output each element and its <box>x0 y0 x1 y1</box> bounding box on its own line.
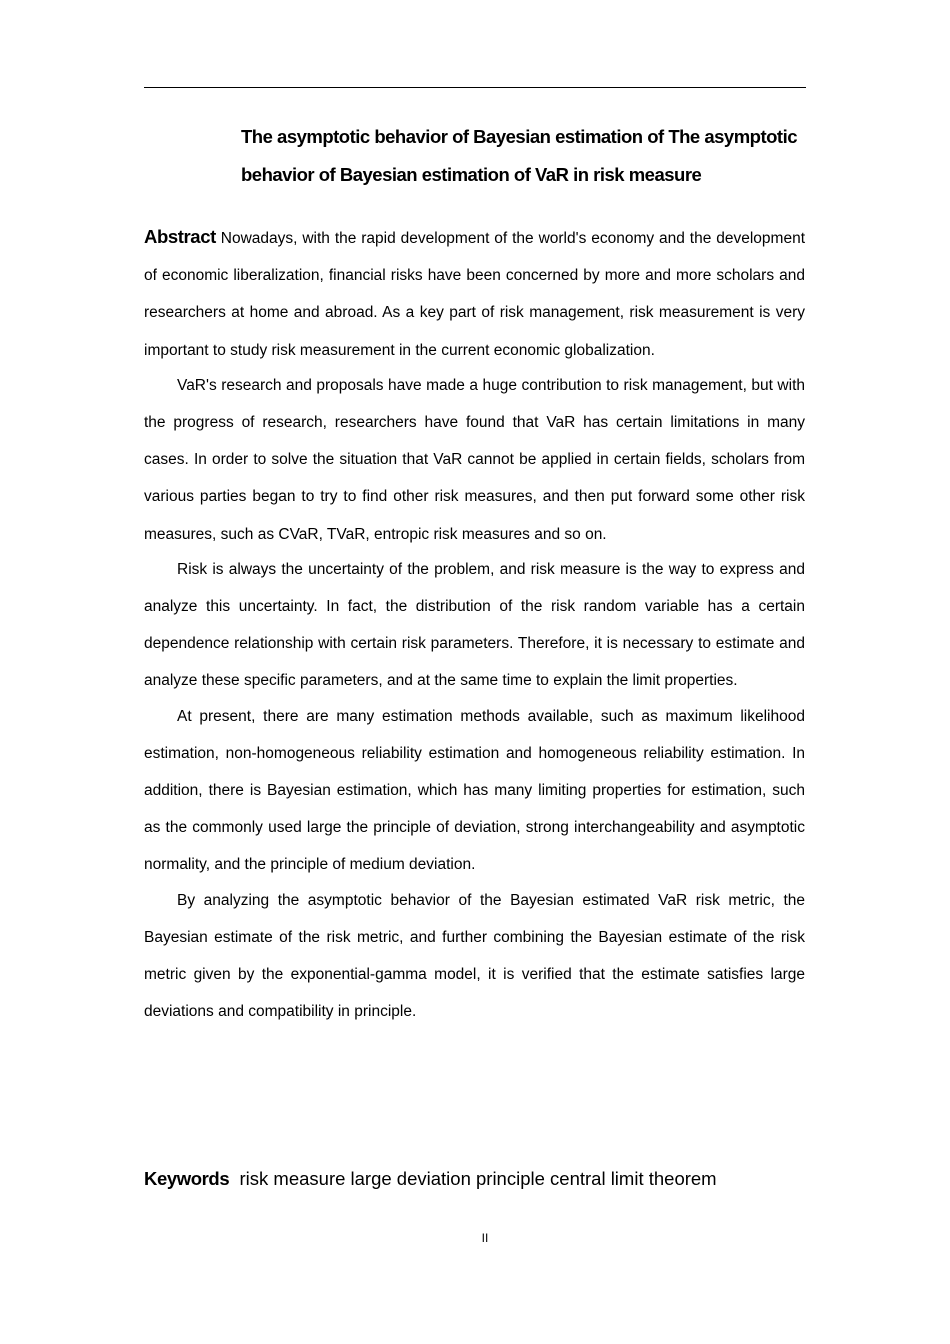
abstract-paragraph-4: At present, there are many estimation methods available, such as maximum likelihood estimation, non-homogeneous reliability estimation and homogeneous reliability estimation. In addition, there is Bayesian estimation, which has many limiting properties for estimation, such as the commonly used large the principle of deviation, strong interchangeability and asymptotic normality, and the principle of medium deviation. <box>144 707 805 874</box>
abstract-paragraph-1 <box>144 218 805 369</box>
abstract-paragraph-5: By analyzing the asymptotic behavior of the Bayesian estimated VaR risk metric, the Bayesian estimate of the risk metric, and further combining the Bayesian estimate of the risk metric given by the exponential-gamma model, it is verified that the estimate satisfies large deviations and compatibility in principle. <box>144 891 805 1021</box>
page-number: II <box>481 1231 489 1245</box>
abstract-paragraph-1-text: Nowadays, with the rapid development of the world's economy and the development of economic liberalization, financial risks have been concerned by more and more scholars and researchers at home and abroad. As a key part of risk management, risk measurement is very important to study risk measurement in the current economic globalization. <box>144 230 805 359</box>
abstract-section <box>144 218 805 1030</box>
abstract-paragraph-3: Risk is always the uncertainty of the problem, and risk measure is the way to express and analyze this uncertainty. In fact, the distribution of the risk random variable has a certain dependence relationship with certain risk parameters. Therefore, it is necessary to estimate and analyze these specific parameters, and at the same time to explain the limit properties. <box>144 560 805 690</box>
abstract-heading: Abstract <box>144 226 216 247</box>
header-rule <box>144 87 806 88</box>
title-line-1: The asymptotic behavior of Bayesian estimation of The asymptotic <box>241 126 798 147</box>
keywords-section <box>144 1165 805 1193</box>
keywords-heading: Keywords <box>144 1168 230 1189</box>
keywords-text: risk measure large deviation principle central limit theorem <box>239 1168 717 1189</box>
title-line-2: behavior of Bayesian estimation of VaR in risk measure <box>241 164 702 185</box>
page-title <box>241 118 807 194</box>
abstract-paragraph-2: VaR's research and proposals have made a huge contribution to risk management, but with the progress of research, researchers have found that VaR has certain limitations in many cases. In order to solve the situation that VaR cannot be applied in certain fields, scholars from various parties began to try to find other risk measures, and then put forward some other risk measures, such as CVaR, TVaR, entropic risk measures and so on. <box>144 376 805 543</box>
